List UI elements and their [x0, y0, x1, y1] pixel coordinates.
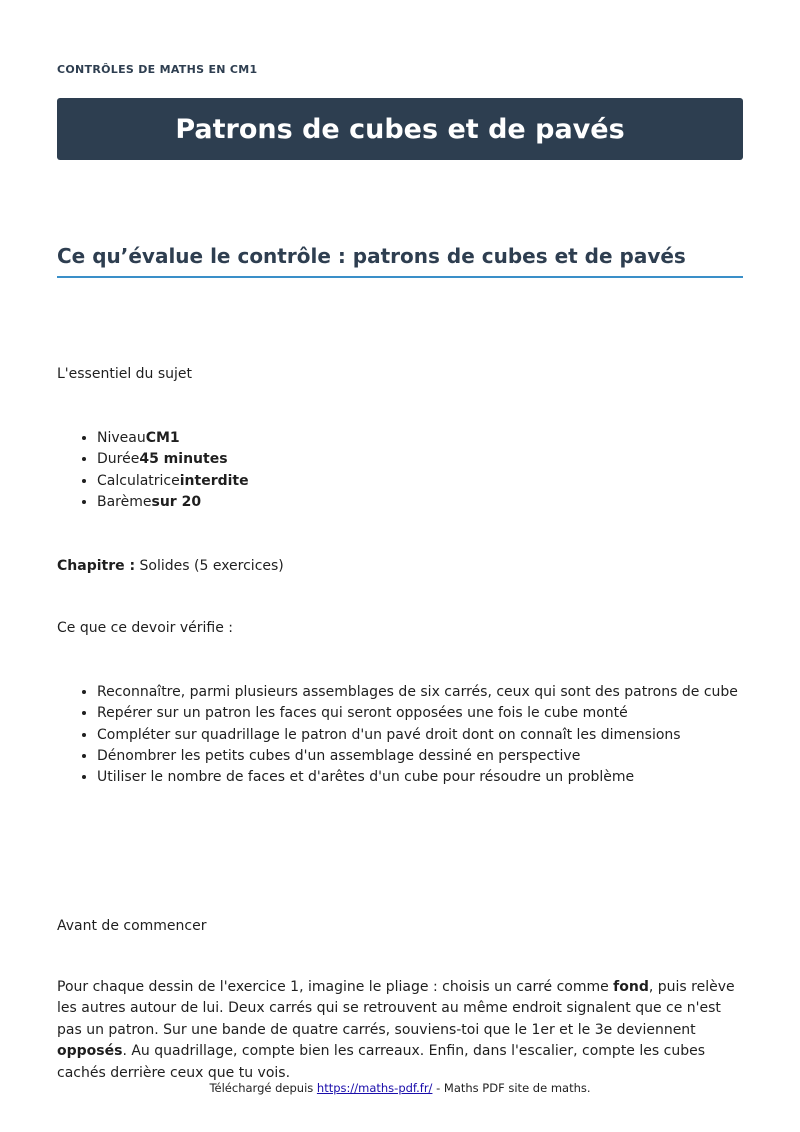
item-value: interdite	[179, 472, 249, 489]
essentials-list	[57, 428, 249, 513]
item-value: CM1	[145, 430, 180, 446]
list-item: • Reconnaître, parmi plusieurs assemblages de six carrés, ceux qui sont des patrons de cube	[97, 682, 747, 703]
before-heading: Avant de commencer	[57, 918, 207, 934]
before-paragraph	[57, 977, 747, 1081]
section-title: Ce qu’évalue le contrôle : patrons de cubes et de pavés	[57, 244, 743, 278]
item-label: Calculatrice	[97, 472, 180, 489]
paragraph-text: , puis relève les autres autour de lui. Deux carrés qui se retrouvent au même endroit signalent que ce n'est pas un patron. Sur une bande de quatre carrés, souviens-toi que le 1er et le 3e deviennent	[57, 979, 735, 1038]
list-item	[97, 492, 249, 513]
paragraph-bold: opposés	[57, 1043, 123, 1060]
list-item: • Compléter sur quadrillage le patron d'un pavé droit dont on connaît les dimensions	[97, 725, 747, 746]
list-item	[97, 428, 249, 449]
checks-heading: Ce que ce devoir vérifie :	[57, 620, 234, 636]
chapter-value: Solides (5 exercices)	[139, 558, 284, 574]
footer-link[interactable]: https://maths-pdf.fr/	[316, 1081, 433, 1095]
page-footer	[0, 1081, 800, 1095]
list-item: • Repérer sur un patron les faces qui seront opposées une fois le cube monté	[97, 703, 747, 724]
chapter-label: Chapitre :	[57, 558, 136, 574]
footer-prefix: Téléchargé depuis	[209, 1081, 317, 1095]
list-item: • Utiliser le nombre de faces et d'arêtes d'un cube pour résoudre un problème	[97, 767, 747, 788]
item-label: Durée	[97, 451, 140, 468]
essentials-heading: L'essentiel du sujet	[57, 366, 193, 382]
page-title: Patrons de cubes et de pavés	[175, 113, 625, 145]
item-value: 45 minutes	[139, 451, 228, 468]
footer-suffix: - Maths PDF site de maths.	[432, 1081, 591, 1095]
list-item: • Dénombrer les petits cubes d'un assemblage dessiné en perspective	[97, 746, 747, 767]
list-item	[97, 449, 249, 470]
paragraph-text: . Au quadrillage, compte bien les carreaux. Enfin, dans l'escalier, compte les cubes cachés derrière ceux que tu vois.	[57, 1043, 705, 1081]
paragraph-bold: fond	[613, 979, 649, 995]
item-label: Barème	[97, 493, 152, 510]
paragraph-text: Pour chaque dessin de l'exercice 1, imagine le pliage : choisis un carré comme	[57, 979, 614, 995]
title-banner	[57, 98, 743, 160]
document-kicker: CONTRÔLES DE MATHS EN CM1	[57, 63, 258, 76]
checks-list	[57, 682, 747, 788]
item-value: sur 20	[151, 493, 202, 510]
list-item	[97, 471, 249, 492]
chapter-line	[57, 556, 284, 577]
item-label: Niveau	[97, 430, 146, 446]
